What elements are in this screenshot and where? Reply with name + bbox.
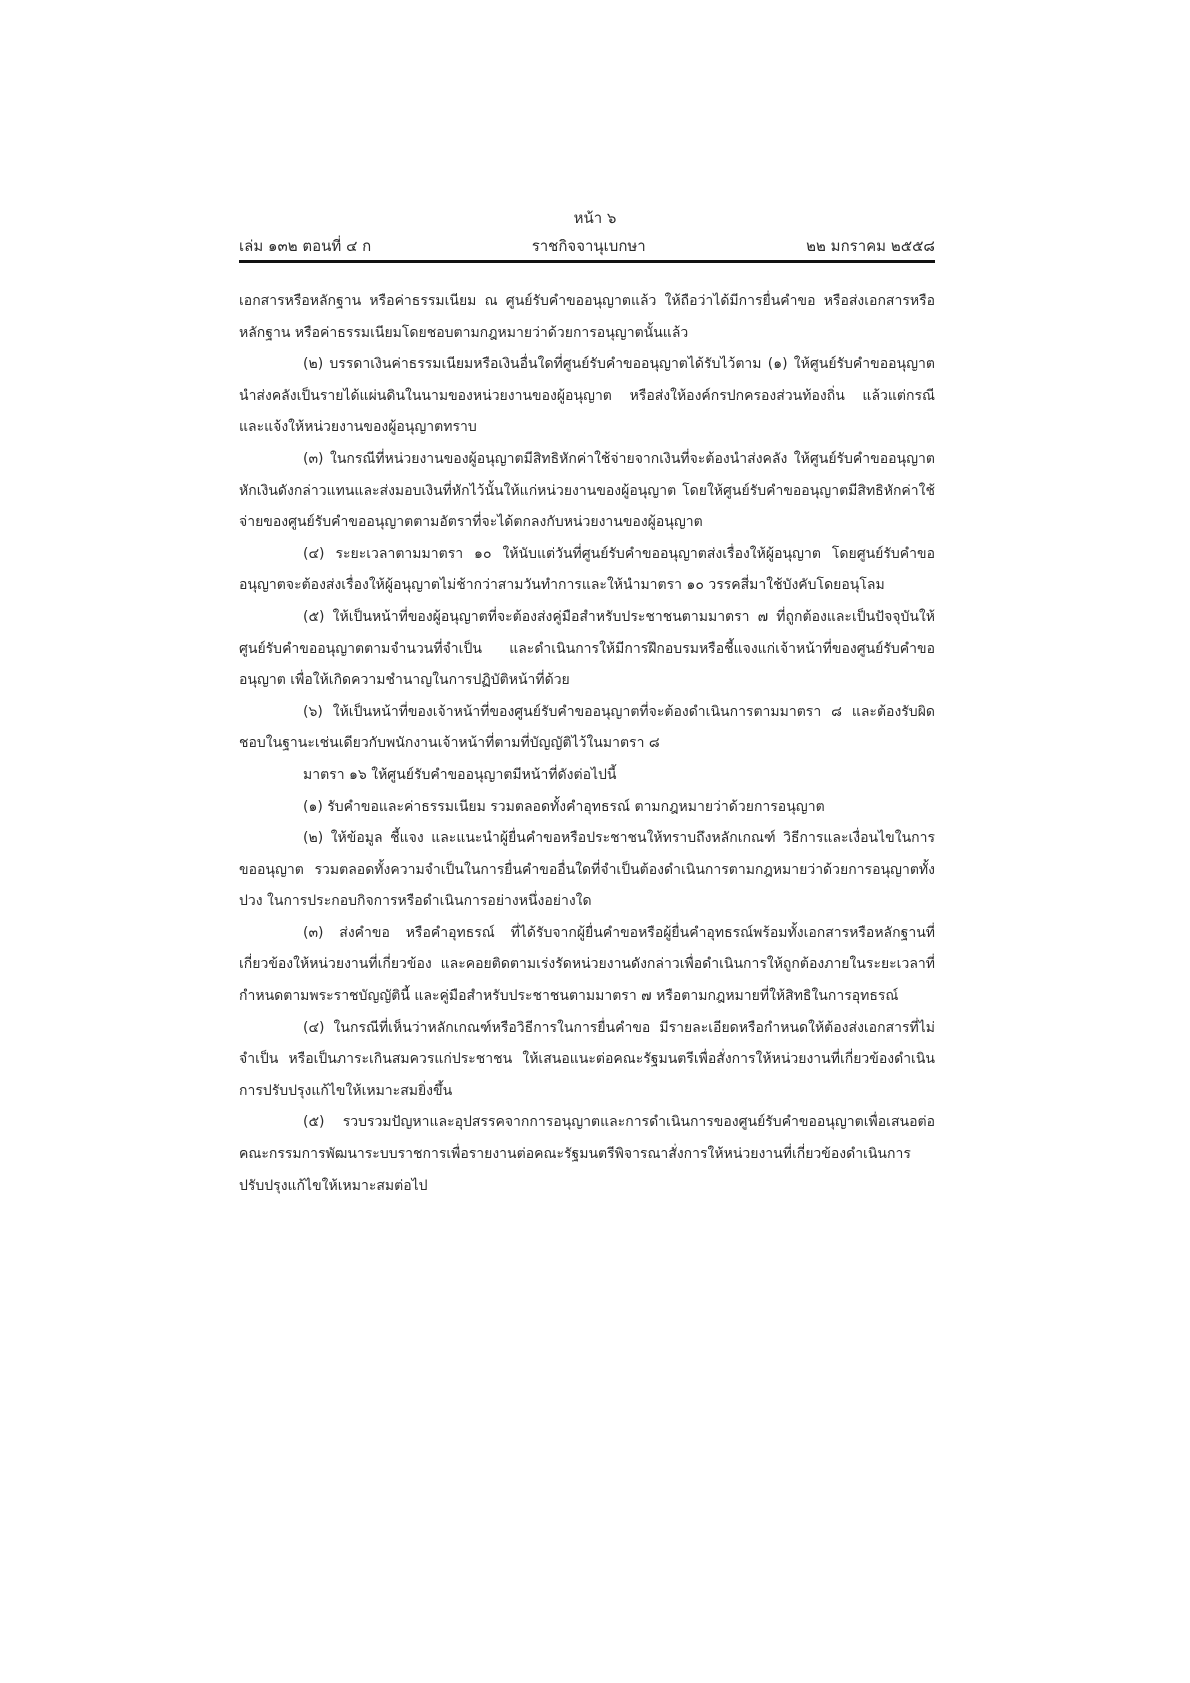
paragraph: (๕) ให้เป็นหน้าที่ของผู้อนุญาตที่จะต้องส่งคู่มือสำหรับประชาชนตามมาตรา ๗ ที่ถูกต้องและเป็นปัจจุบันให้ศูนย์รับคำขออนุญาตตามจำนวนที่จำเป็น และดำเนินการให้มีการฝึกอบรมหรือชี้แจงแก่เจ้าหน้าที่ของศูนย์รับคำขออนุญาต เพื่อให้เกิดความชำนาญในการปฏิบัติหน้าที่ด้วย xyxy=(239,608,935,689)
paragraph: เอกสารหรือหลักฐาน หรือค่าธรรมเนียม ณ ศูนย์รับคำขออนุญาตแล้ว ให้ถือว่าได้มีการยื่นคำขอ หรือส่งเอกสารหรือหลักฐาน หรือค่าธรรมเนียมโดยชอบตามกฎหมายว่าด้วยการอนุญาตนั้นแล้ว xyxy=(239,293,935,341)
publication-date: ๒๒ มกราคม ๒๕๕๘ xyxy=(806,237,935,255)
header-divider xyxy=(239,260,935,263)
paragraph: (๒) บรรดาเงินค่าธรรมเนียมหรือเงินอื่นใดที่ศูนย์รับคำขออนุญาตได้รับไว้ตาม (๑) ให้ศูนย์รับคำขออนุญาตนำส่งคลังเป็นรายได้แผ่นดินในนามของหน่วยงานของผู้อนุญาต หรือส่งให้องค์กรปกครองส่วนท้องถิ่น แล้วแต่กรณี และแจ้งให้หน่วยงานของผู้อนุญาตทราบ xyxy=(239,356,935,436)
paragraph: (๑) รับคำขอและค่าธรรมเนียม รวมตลอดทั้งคำอุทธรณ์ ตามกฎหมายว่าด้วยการอนุญาต xyxy=(303,798,825,815)
paragraph: (๖) ให้เป็นหน้าที่ของเจ้าหน้าที่ของศูนย์รับคำขออนุญาตที่จะต้องดำเนินการตามมาตรา ๘ และต้องรับผิดชอบในฐานะเช่นเดียวกับพนักงานเจ้าหน้าที่ตามที่บัญญัติไว้ในมาตรา ๘ xyxy=(239,703,935,752)
volume-issue: เล่ม ๑๓๒ ตอนที่ ๔ ก xyxy=(239,237,372,255)
body-text xyxy=(239,286,935,1202)
paragraph: (๕) รวบรวมปัญหาและอุปสรรคจากการอนุญาตและการดำเนินการของศูนย์รับคำขออนุญาตเพื่อเสนอต่อคณะกรรมการพัฒนาระบบราชการเพื่อรายงานต่อคณะรัฐมนตรีพิจารณาสั่งการให้หน่วยงานที่เกี่ยวข้องดำเนินการปรับปรุงแก้ไขให้เหมาะสมต่อไป xyxy=(239,1114,935,1194)
page-number: หน้า ๖ xyxy=(573,209,617,227)
paragraph: (๔) ในกรณีที่เห็นว่าหลักเกณฑ์หรือวิธีการในการยื่นคำขอ มีรายละเอียดหรือกำหนดให้ต้องส่งเอกสารที่ไม่จำเป็น หรือเป็นภาระเกินสมควรแก่ประชาชน ให้เสนอแนะต่อคณะรัฐมนตรีเพื่อสั่งการให้หน่วยงานที่เกี่ยวข้องดำเนินการปรับปรุงแก้ไขให้เหมาะสมยิ่งขึ้น xyxy=(239,1019,935,1099)
gazette-header xyxy=(239,234,935,258)
section-heading: มาตรา ๑๖ ให้ศูนย์รับคำขออนุญาตมีหน้าที่ดังต่อไปนี้ xyxy=(303,766,617,783)
paragraph: (๒) ให้ข้อมูล ชี้แจง และแนะนำผู้ยื่นคำขอหรือประชาชนให้ทราบถึงหลักเกณฑ์ วิธีการและเงื่อนไขในการขออนุญาต รวมตลอดทั้งความจำเป็นในการยื่นคำขออื่นใดที่จำเป็นต้องดำเนินการตามกฎหมายว่าด้วยการอนุญาตทั้งปวง ในการประกอบกิจการหรือดำเนินการอย่างหนึ่งอย่างใด xyxy=(239,830,935,910)
paragraph: (๔) ระยะเวลาตามมาตรา ๑๐ ให้นับแต่วันที่ศูนย์รับคำขออนุญาตส่งเรื่องให้ผู้อนุญาต โดยศูนย์รับคำขออนุญาตจะต้องส่งเรื่องให้ผู้อนุญาตไม่ช้ากว่าสามวันทำการและให้นำมาตรา ๑๐ วรรคสี่มาใช้บังคับโดยอนุโลม xyxy=(239,545,935,594)
paragraph: (๓) ในกรณีที่หน่วยงานของผู้อนุญาตมีสิทธิหักค่าใช้จ่ายจากเงินที่จะต้องนำส่งคลัง ให้ศูนย์รับคำขออนุญาตหักเงินดังกล่าวแทนและส่งมอบเงินที่หักไว้นั้นให้แก่หน่วยงานของผู้อนุญาต โดยให้ศูนย์รับคำขออนุญาตมีสิทธิหักค่าใช้จ่ายของศูนย์รับคำขออนุญาตตามอัตราที่จะได้ตกลงกับหน่วยงานของผู้อนุญาต xyxy=(239,450,935,531)
publication-title: ราชกิจจานุเบกษา xyxy=(531,237,646,255)
paragraph: (๓) ส่งคำขอ หรือคำอุทธรณ์ ที่ได้รับจากผู้ยื่นคำขอหรือผู้ยื่นคำอุทธรณ์พร้อมทั้งเอกสารหรือหลักฐานที่เกี่ยวข้องให้หน่วยงานที่เกี่ยวข้อง และคอยติดตามเร่งรัดหน่วยงานดังกล่าวเพื่อดำเนินการให้ถูกต้องภายในระยะเวลาที่กำหนดตามพระราชบัญญัตินี้ และคู่มือสำหรับประชาชนตามมาตรา ๗ หรือตามกฎหมายที่ให้สิทธิในการอุทธรณ์ xyxy=(239,924,935,1005)
